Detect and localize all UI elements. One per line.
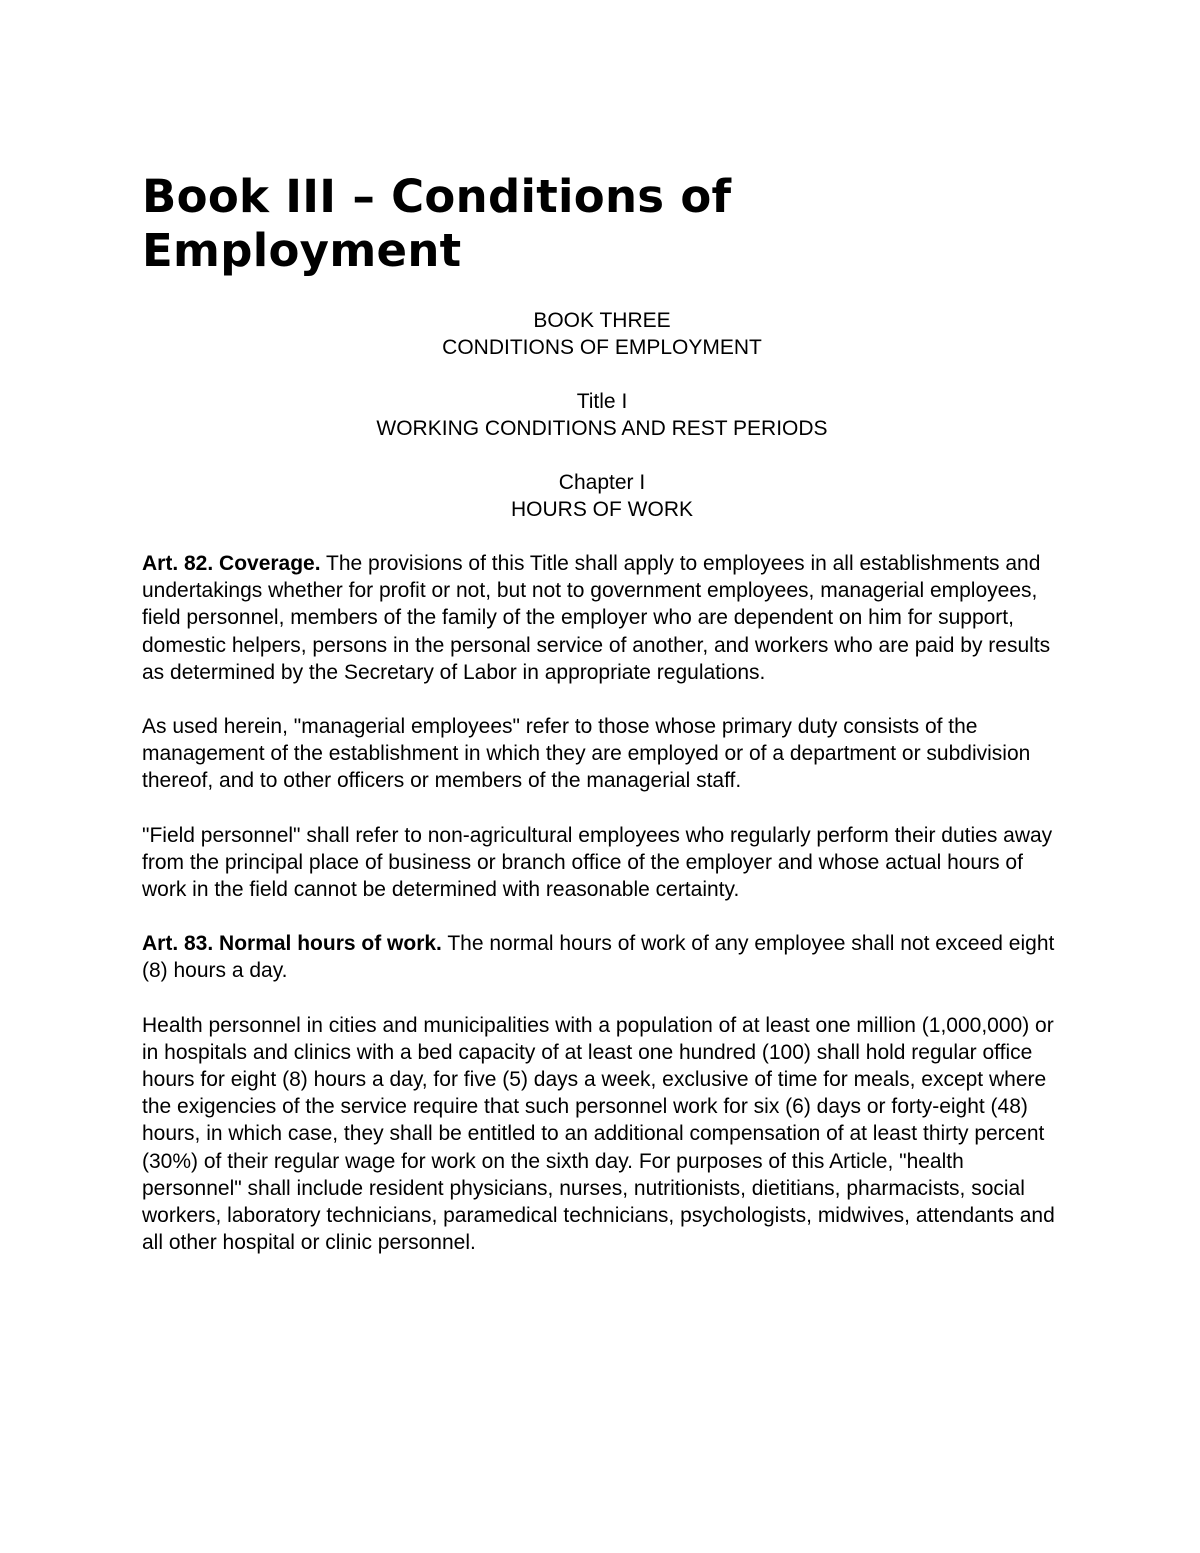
article-83-paragraph	[142, 930, 1062, 984]
title-label: Title I	[576, 390, 628, 413]
document-title: Book III – Conditions of Employment	[142, 170, 732, 277]
book-name: CONDITIONS OF EMPLOYMENT	[442, 336, 762, 359]
chapter-heading	[142, 469, 1062, 523]
document-page	[142, 170, 1062, 1283]
article-82-heading: Art. 82. Coverage.	[142, 552, 321, 575]
health-personnel-paragraph: Health personnel in cities and municipalities with a population of at least one million (1,000,000) or in hospitals and clinics with a bed capacity of at least one hundred (100) shall hold regular office hours for eight (8) hours a day, for five (5) days a week, exclusive of time for meals, except where the exigencies of the service require that such personnel work for six (6) days or forty-eight (48) hours, in which case, they shall be entitled to an additional compensation of at least thirty percent (30%) of their regular wage for work on the sixth day. For purposes of this Article, "health personnel" shall include resident physicians, nurses, nutritionists, dietitians, pharmacists, social workers, laboratory technicians, paramedical technicians, psychologists, midwives, attendants and all other hospital or clinic personnel.	[142, 1013, 1055, 1255]
field-personnel-paragraph: "Field personnel" shall refer to non-agricultural employees who regularly perform their duties away from the principal place of business or branch office of the employer and whose actual hours of work in the field cannot be determined with reasonable certainty.	[142, 823, 1053, 902]
chapter-name: HOURS OF WORK	[511, 498, 693, 521]
book-label: BOOK THREE	[533, 309, 671, 332]
article-82-text: The provisions of this Title shall apply to employees in all establishments and undertakings whether for profit or not, but not to government employees, managerial employees, field personnel, members of the family of the employer who are dependent on him for support, domestic helpers, persons in the personal service of another, and workers who are paid by results as determined by the Secretary of Labor in appropriate regulations.	[142, 552, 1051, 684]
title-heading	[142, 388, 1062, 442]
article-83-text: The normal hours of work of any employee shall not exceed eight (8) hours a day.	[142, 932, 1055, 983]
article-82-paragraph	[142, 550, 1062, 686]
article-83-heading: Art. 83. Normal hours of work.	[142, 932, 442, 956]
managerial-employees-paragraph: As used herein, "managerial employees" refer to those whose primary duty consists of the management of the establishment in which they are employed or of a department or subdivision thereof, and to other officers or members of the managerial staff.	[142, 715, 1031, 793]
book-heading	[142, 307, 1062, 361]
title-name: WORKING CONDITIONS AND REST PERIODS	[376, 417, 828, 440]
chapter-label: Chapter I	[558, 471, 646, 494]
